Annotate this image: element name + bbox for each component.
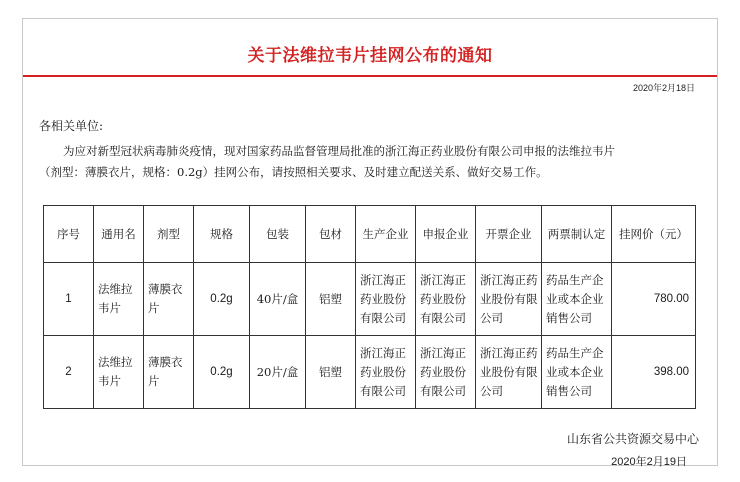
- body-paragraph-line-2: （剂型：薄膜衣片，规格：0.2g）挂网公布，请按照相关要求、及时建立配送关系、做好交易工作。: [39, 165, 548, 179]
- packaging-material: 铝塑: [306, 336, 356, 409]
- header-cell: 包装: [250, 206, 306, 263]
- two-invoice-status: 药品生产企业或本企业销售公司: [542, 336, 612, 409]
- drug-listing-table: [43, 205, 696, 409]
- header-cell: 开票企业: [476, 206, 542, 263]
- header-cell: 包材: [306, 206, 356, 263]
- packaging: 20片/盒: [250, 336, 306, 409]
- header-cell: 通用名: [94, 206, 144, 263]
- header-cell: 挂网价（元）: [612, 206, 696, 263]
- header-cell: 两票制认定: [542, 206, 612, 263]
- applicant: 浙江海正药业股份有限公司: [416, 336, 476, 409]
- packaging-material: 铝塑: [306, 263, 356, 336]
- packaging: 40片/盒: [250, 263, 306, 336]
- dosage-form: 薄膜衣片: [144, 336, 194, 409]
- body-paragraph-line-1: 为应对新型冠状病毒肺炎疫情，现对国家药品监督管理局批准的浙江海正药业股份有限公司申报的法维拉韦片: [63, 144, 615, 158]
- listing-price: 780.00: [612, 263, 696, 336]
- header-cell: 剂型: [144, 206, 194, 263]
- two-invoice-status: 药品生产企业或本企业销售公司: [542, 263, 612, 336]
- notice-document: [22, 18, 718, 466]
- salutation: 各相关单位:: [39, 119, 104, 133]
- table-header-row: [44, 206, 696, 263]
- listing-price: 398.00: [612, 336, 696, 409]
- applicant: 浙江海正药业股份有限公司: [416, 263, 476, 336]
- invoicing-company: 浙江海正药业股份有限公司: [476, 263, 542, 336]
- header-cell: 申报企业: [416, 206, 476, 263]
- header-cell: 序号: [44, 206, 94, 263]
- producer: 浙江海正药业股份有限公司: [356, 263, 416, 336]
- generic-name: 法维拉韦片: [94, 263, 144, 336]
- row-index: 1: [44, 263, 94, 336]
- table-row: [44, 263, 696, 336]
- invoicing-company: 浙江海正药业股份有限公司: [476, 336, 542, 409]
- title-divider: [23, 75, 717, 77]
- issuing-organization: 山东省公共资源交易中心: [566, 432, 699, 446]
- publish-date: 2020年2月18日: [632, 83, 695, 93]
- specification: 0.2g: [194, 336, 250, 409]
- header-cell: 规格: [194, 206, 250, 263]
- issue-date: 2020年2月19日: [611, 456, 687, 468]
- dosage-form: 薄膜衣片: [144, 263, 194, 336]
- generic-name: 法维拉韦片: [94, 336, 144, 409]
- header-cell: 生产企业: [356, 206, 416, 263]
- specification: 0.2g: [194, 263, 250, 336]
- row-index: 2: [44, 336, 94, 409]
- notice-title: 关于法维拉韦片挂网公布的通知: [247, 46, 493, 66]
- table-row: [44, 336, 696, 409]
- producer: 浙江海正药业股份有限公司: [356, 336, 416, 409]
